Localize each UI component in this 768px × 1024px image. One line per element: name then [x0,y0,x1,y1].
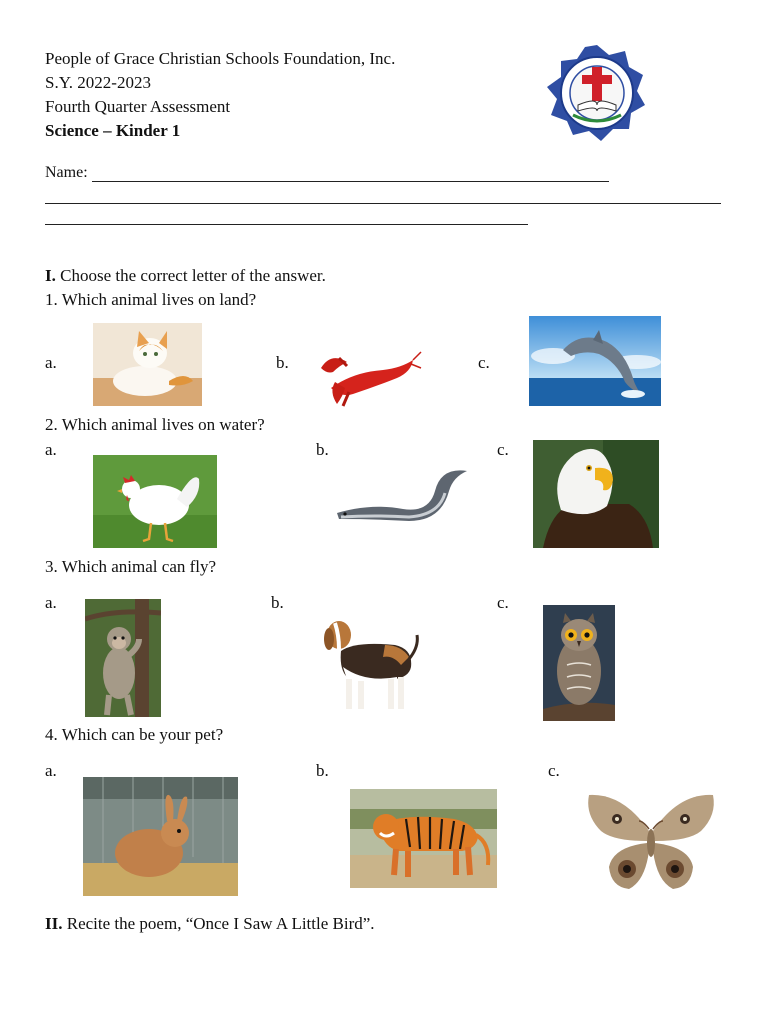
grade-level: Kinder 1 [115,121,181,140]
q4-option-c-letter[interactable]: c. [548,761,560,780]
owl-picture[interactable] [543,605,615,721]
lobster-picture[interactable] [313,332,423,410]
q4-option-b-letter[interactable]: b. [316,761,329,780]
subject-dash: – [98,121,116,140]
moth-picture[interactable] [583,791,718,894]
rabbit-picture[interactable] [83,777,238,896]
name-input-line-1[interactable] [92,181,609,182]
assessment-title: Fourth Quarter Assessment [45,97,231,116]
monkey-picture[interactable] [85,599,161,717]
q2-option-b-letter[interactable]: b. [316,440,329,459]
name-label: Name: [45,164,88,181]
school-year: S.Y. 2022-2023 [45,73,151,92]
q3-option-c-letter[interactable]: c. [497,593,509,612]
cat-picture[interactable] [93,323,202,406]
q2-option-c-letter[interactable]: c. [497,440,509,459]
dolphin-picture[interactable] [529,316,661,406]
q4-option-a-letter[interactable]: a. [45,761,57,780]
q1-option-a-letter[interactable]: a. [45,353,57,372]
part1-text: Choose the correct letter of the answer. [60,266,326,285]
question-2: 2. Which animal lives on water? [45,415,265,434]
name-input-line-2[interactable] [45,203,721,204]
part2-text: Recite the poem, “Once I Saw A Little Bird”. [66,914,375,933]
question-1: 1. Which animal lives on land? [45,290,257,309]
q1-option-b-letter[interactable]: b. [276,353,289,372]
question-4: 4. Which can be your pet? [45,725,224,744]
eel-picture[interactable] [331,455,473,547]
eagle-picture[interactable] [533,440,659,548]
name-input-line-3[interactable] [45,224,528,225]
school-logo-icon [545,43,649,145]
part2-instruction [45,914,375,934]
q3-option-b-letter[interactable]: b. [271,593,284,612]
part1-numeral: I. [45,266,56,285]
q2-option-a-letter[interactable]: a. [45,440,57,459]
subject: Science [45,121,99,140]
question-3: 3. Which animal can fly? [45,557,217,576]
tiger-picture[interactable] [350,789,497,888]
chicken-picture[interactable] [93,455,217,548]
part2-numeral: II. [45,914,63,933]
q3-option-a-letter[interactable]: a. [45,593,57,612]
part1-instruction [45,266,326,286]
subject-line [45,121,180,141]
school-name: People of Grace Christian Schools Foundation, Inc. [45,49,396,68]
q1-option-c-letter[interactable]: c. [478,353,490,372]
dog-picture[interactable] [305,605,422,717]
